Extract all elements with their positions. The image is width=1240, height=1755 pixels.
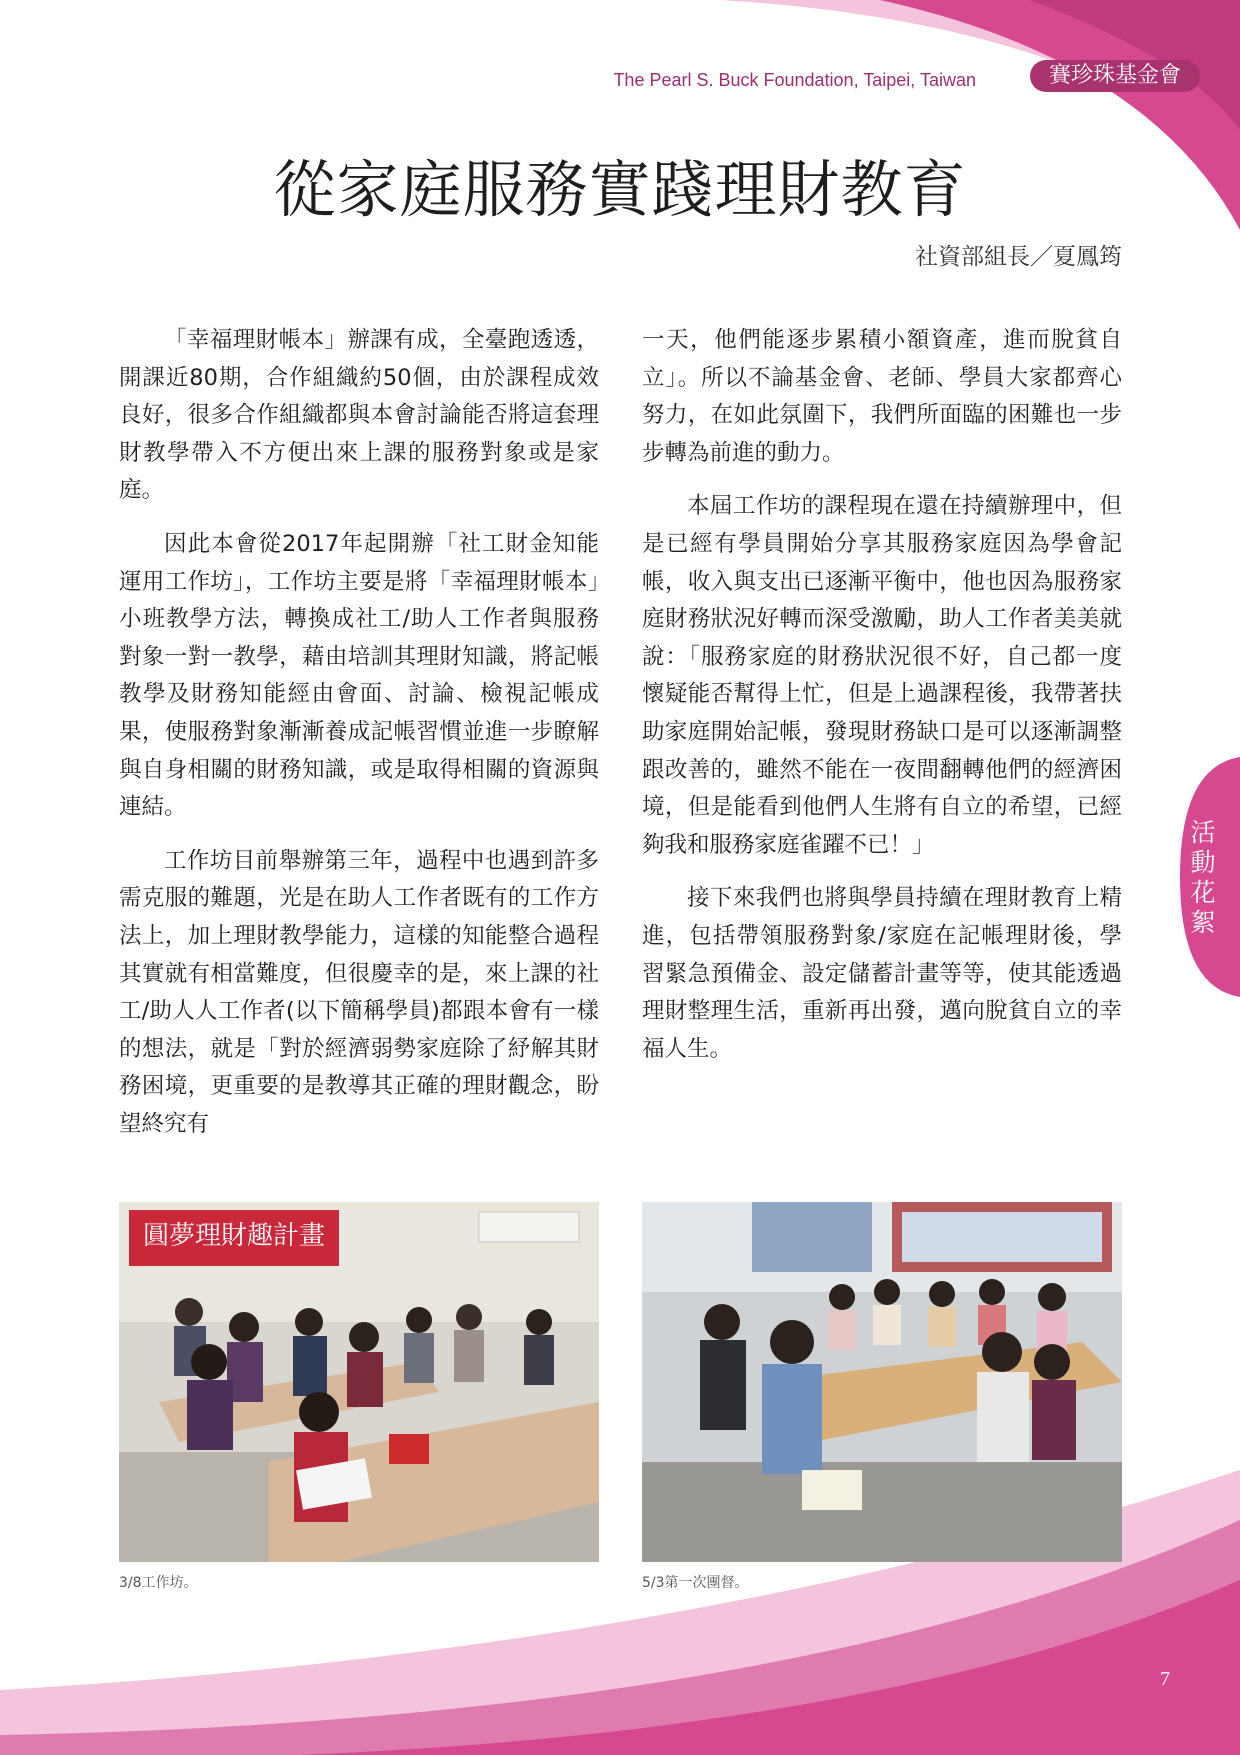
page-number: 7	[1160, 1668, 1170, 1690]
paragraph: 本屆工作坊的課程現在還在持續辦理中，但是已經有學員開始分享其服務家庭因為學會記帳，收入與支出已逐漸平衡中，他也因為服務家庭財務狀況好轉而深受激勵，助人工作者美美就說：「服務家庭的財務狀況很不好，自己都一度懷疑能否幫得上忙，但是上過課程後，我帶著扶助家庭開始記帳，發現財務缺口是可以逐漸調整跟改善的，雖然不能在一夜間翻轉他們的經濟困境，但是能看到他們人生將有自立的希望，已經夠我和服務家庭雀躍不已！」	[642, 493, 1122, 858]
banner-text: 圓夢理財趣計畫	[142, 1221, 326, 1251]
paragraph: 接下來我們也將與學員持續在理財教育上精進，包括帶領服務對象/家庭在記帳理財後，學習緊急預備金、設定儲蓄計畫等等，使其能透過理財整理生活，重新再出發，邁向脫貧自立的幸福人生。	[642, 885, 1122, 1062]
foundation-badge: 賽珍珠基金會	[1030, 60, 1200, 92]
workshop-photo	[119, 1202, 599, 1562]
article-author: 社資部組長／夏鳳筠	[915, 244, 1122, 270]
paragraph: 因此本會從2017年起開辦「社工財金知能運用工作坊」，工作坊主要是將「幸福理財帳本」小班教學方法，轉換成社工/助人工作者與服務對象一對一教學，藉由培訓其理財知識，將記帳教學及財務知能經由會面、討論、檢視記帳成果，使服務對象漸漸養成記帳習慣並進一步瞭解與自身相關的財務知識，或是取得相關的資源與連結。	[119, 530, 599, 821]
side-tab-label: 活動花絮	[1190, 818, 1216, 937]
paragraph: 工作坊目前舉辦第三年，過程中也遇到許多需克服的難題，光是在助人工作者既有的工作方法上，加上理財教學能力，這樣的知能整合過程其實就有相當難度，但很慶幸的是，來上課的社工/助人人工作者(以下簡稱學員)都跟本會有一樣的想法，就是「對於經濟弱勢家庭除了紓解其財務困境，更重要的是教導其正確的理財觀念，盼望終究有	[119, 847, 599, 1137]
meeting-photo	[642, 1202, 1122, 1562]
left-column	[119, 322, 599, 1159]
paragraph: 「幸福理財帳本」辦課有成，全臺跑透透，開課近80期，合作組織約50個，由於課程成效良好，很多合作組織都與本會討論能否將這套理財教學帶入不方便出來上課的服務對象或是家庭。	[119, 327, 599, 504]
foundation-name: The Pearl S. Buck Foundation, Taipei, Taiwan	[613, 70, 976, 90]
meeting-caption: 5/3第一次團督。	[642, 1575, 749, 1591]
article-title: 從家庭服務實踐理財教育	[273, 153, 967, 226]
workshop-caption: 3/8工作坊。	[119, 1575, 198, 1591]
right-column	[642, 322, 1122, 1084]
paragraph: 一天，他們能逐步累積小額資產，進而脫貧自立」。所以不論基金會、老師、學員大家都齊心努力，在如此氛圍下，我們所面臨的困難也一步步轉為前進的動力。	[642, 327, 1122, 466]
